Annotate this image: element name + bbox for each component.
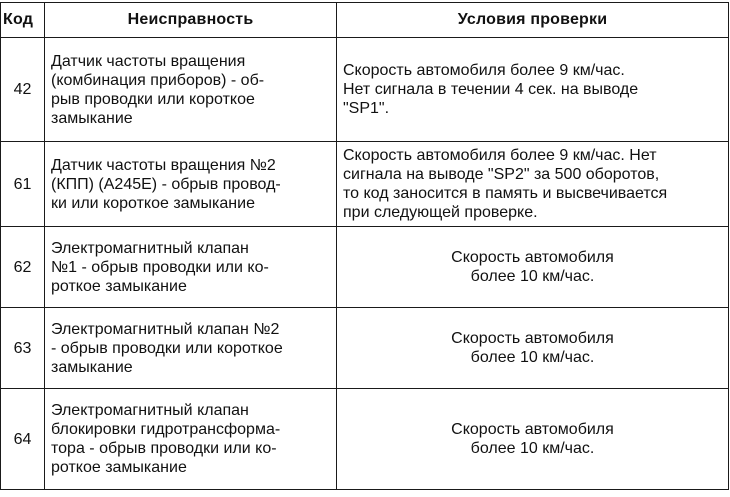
fault-line: роткое замыкание	[51, 459, 187, 476]
conditions-line: при следующей проверке.	[343, 204, 538, 221]
fault-line: рыв проводки или короткое	[51, 90, 255, 108]
row-conditions	[337, 142, 729, 227]
row-code: 42	[1, 38, 45, 142]
table-row	[1, 142, 729, 227]
table-row	[1, 227, 729, 308]
row-fault	[45, 142, 337, 227]
conditions-line: Скорость автомобиля более 9 км/час. Нет	[343, 147, 657, 164]
conditions-line: сигнала на выводе "SP2" за 500 оборотов,	[343, 166, 660, 183]
row-fault	[45, 389, 337, 490]
fault-line: Датчик частоты вращения	[51, 52, 246, 70]
conditions-line: "SP1".	[343, 100, 390, 117]
fault-line: замыкание	[51, 358, 133, 376]
conditions-line: Скорость автомобиля более 9 км/час.	[343, 62, 625, 79]
header-conditions: Условия проверки	[337, 3, 729, 38]
row-fault	[45, 227, 337, 308]
conditions-line: Скорость автомобиля	[451, 330, 614, 347]
row-fault	[45, 38, 337, 142]
fault-line: №1 - обрыв проводки или ко-	[51, 258, 269, 276]
fault-line: роткое замыкание	[51, 277, 187, 295]
conditions-line: то код заносится в память и высвечивается	[343, 185, 668, 202]
table-row	[1, 308, 729, 389]
fault-line: - обрыв проводки или короткое	[51, 339, 283, 357]
conditions-line: Нет сигнала в течении 4 сек. на выводе	[343, 81, 639, 98]
conditions-line: Скорость автомобиля	[451, 249, 614, 266]
row-conditions	[337, 38, 729, 142]
row-conditions	[337, 389, 729, 490]
table-header-row	[1, 3, 729, 38]
fault-line: Электромагнитный клапан	[51, 402, 249, 419]
fault-line: Электромагнитный клапан №2	[51, 320, 280, 338]
fault-line: Электромагнитный клапан	[51, 239, 249, 257]
fault-line: (КПП) (А245Е) - обрыв провод-	[51, 175, 281, 193]
fault-line: замыкание	[51, 109, 133, 127]
row-code: 61	[1, 142, 45, 227]
header-fault: Неисправность	[45, 3, 337, 38]
conditions-line: Скорость автомобиля	[451, 421, 614, 438]
fault-line: тора - обрыв проводки или ко-	[51, 440, 277, 457]
fault-line: Датчик частоты вращения №2	[51, 156, 276, 174]
table-row	[1, 389, 729, 490]
row-code: 64	[1, 389, 45, 490]
conditions-line: более 10 км/час.	[470, 349, 595, 366]
table-row	[1, 38, 729, 142]
row-fault	[45, 308, 337, 389]
row-conditions	[337, 308, 729, 389]
row-code: 63	[1, 308, 45, 389]
header-code: Код	[1, 3, 45, 38]
row-conditions	[337, 227, 729, 308]
fault-line: (комбинация приборов) - об-	[51, 71, 265, 89]
diagnostic-codes-table	[0, 2, 729, 490]
fault-line: ки или короткое замыкание	[51, 194, 255, 212]
conditions-line: более 10 км/час.	[470, 440, 595, 457]
fault-line: блокировки гидротрансформа-	[51, 421, 281, 438]
conditions-line: более 10 км/час.	[470, 268, 595, 285]
row-code: 62	[1, 227, 45, 308]
